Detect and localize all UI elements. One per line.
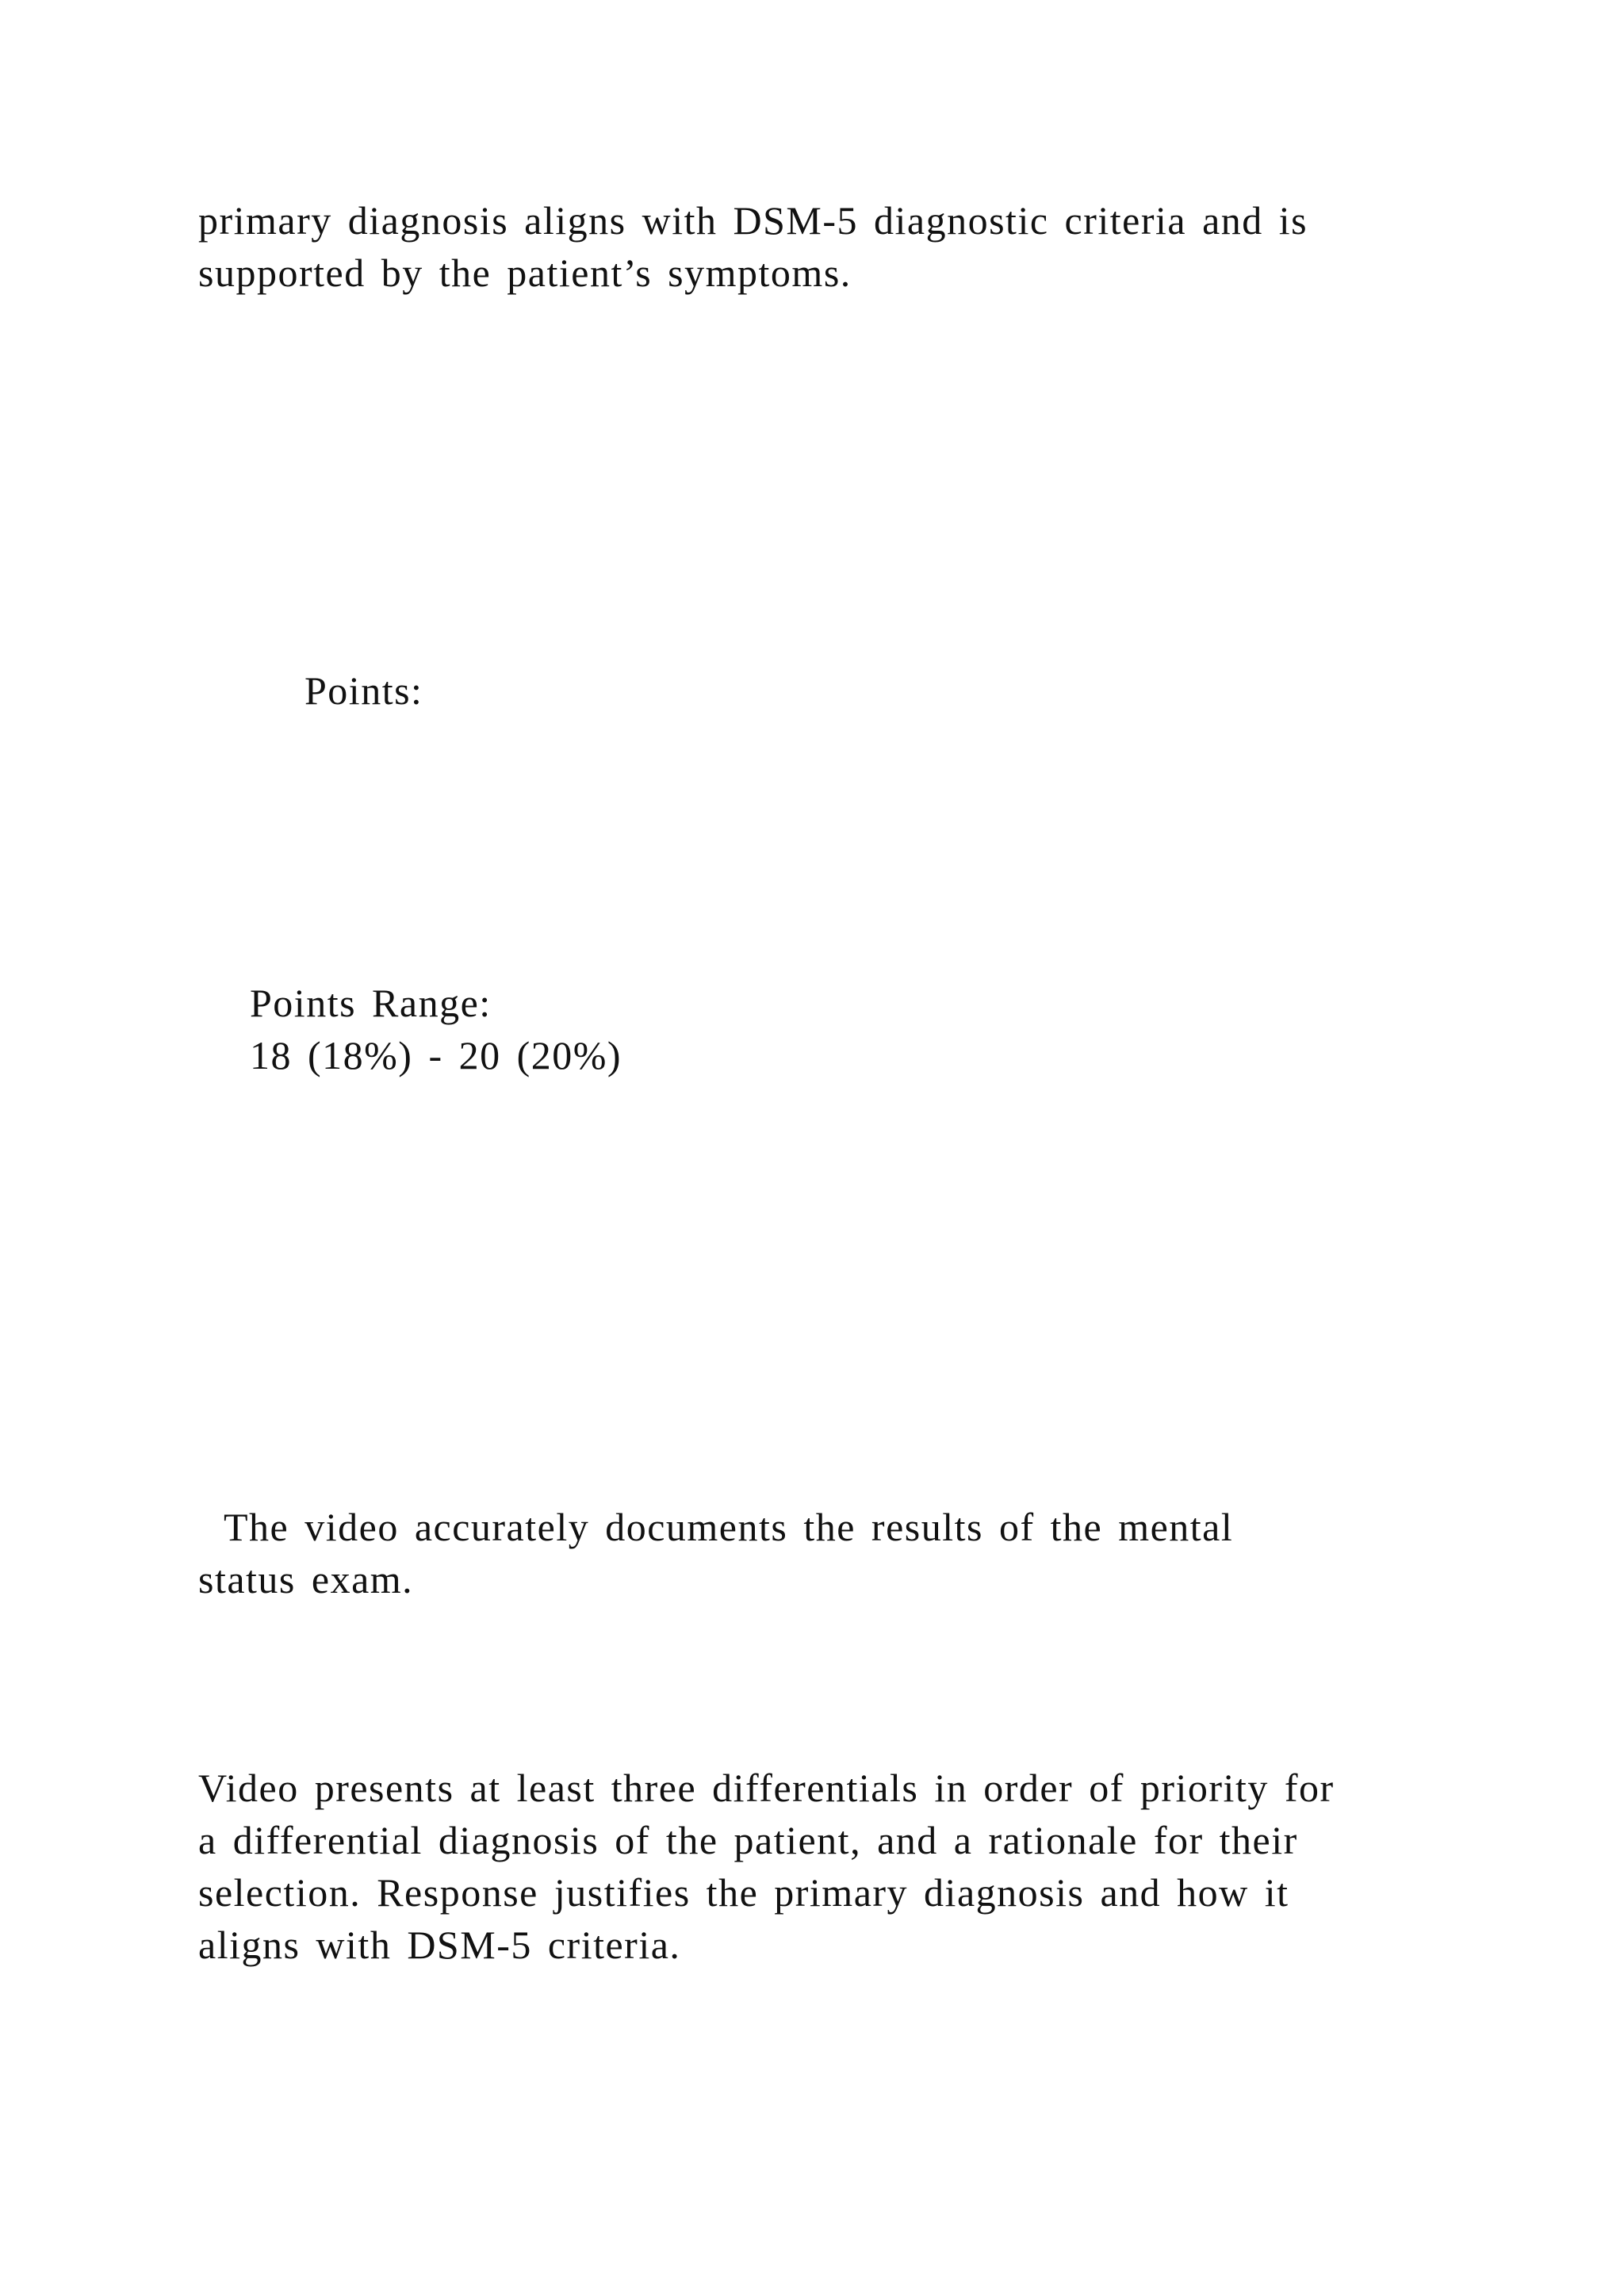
- criterion-text-line: supported by the patient’s symptoms.: [198, 251, 852, 295]
- differentials-text-line: Video presents at least three differentials in order of priority for: [198, 1766, 1335, 1810]
- differentials-text-line: aligns with DSM-5 criteria.: [198, 1923, 681, 1967]
- points-range-label: Points Range:: [250, 981, 492, 1025]
- differentials-text-line: a differential diagnosis of the patient, and a rationale for their: [198, 1818, 1298, 1862]
- differentials-text-line: selection. Response justifies the primary diagnosis and how it: [198, 1870, 1289, 1915]
- mental-status-text-line: status exam.: [198, 1557, 414, 1601]
- mental-status-text-line: The video accurately documents the results of the mental: [224, 1505, 1234, 1549]
- points-label: Points:: [304, 668, 423, 713]
- criterion-text-line: primary diagnosis aligns with DSM-5 diagnostic criteria and is: [198, 198, 1308, 243]
- points-range-value: 18 (18%) - 20 (20%): [250, 1033, 622, 1077]
